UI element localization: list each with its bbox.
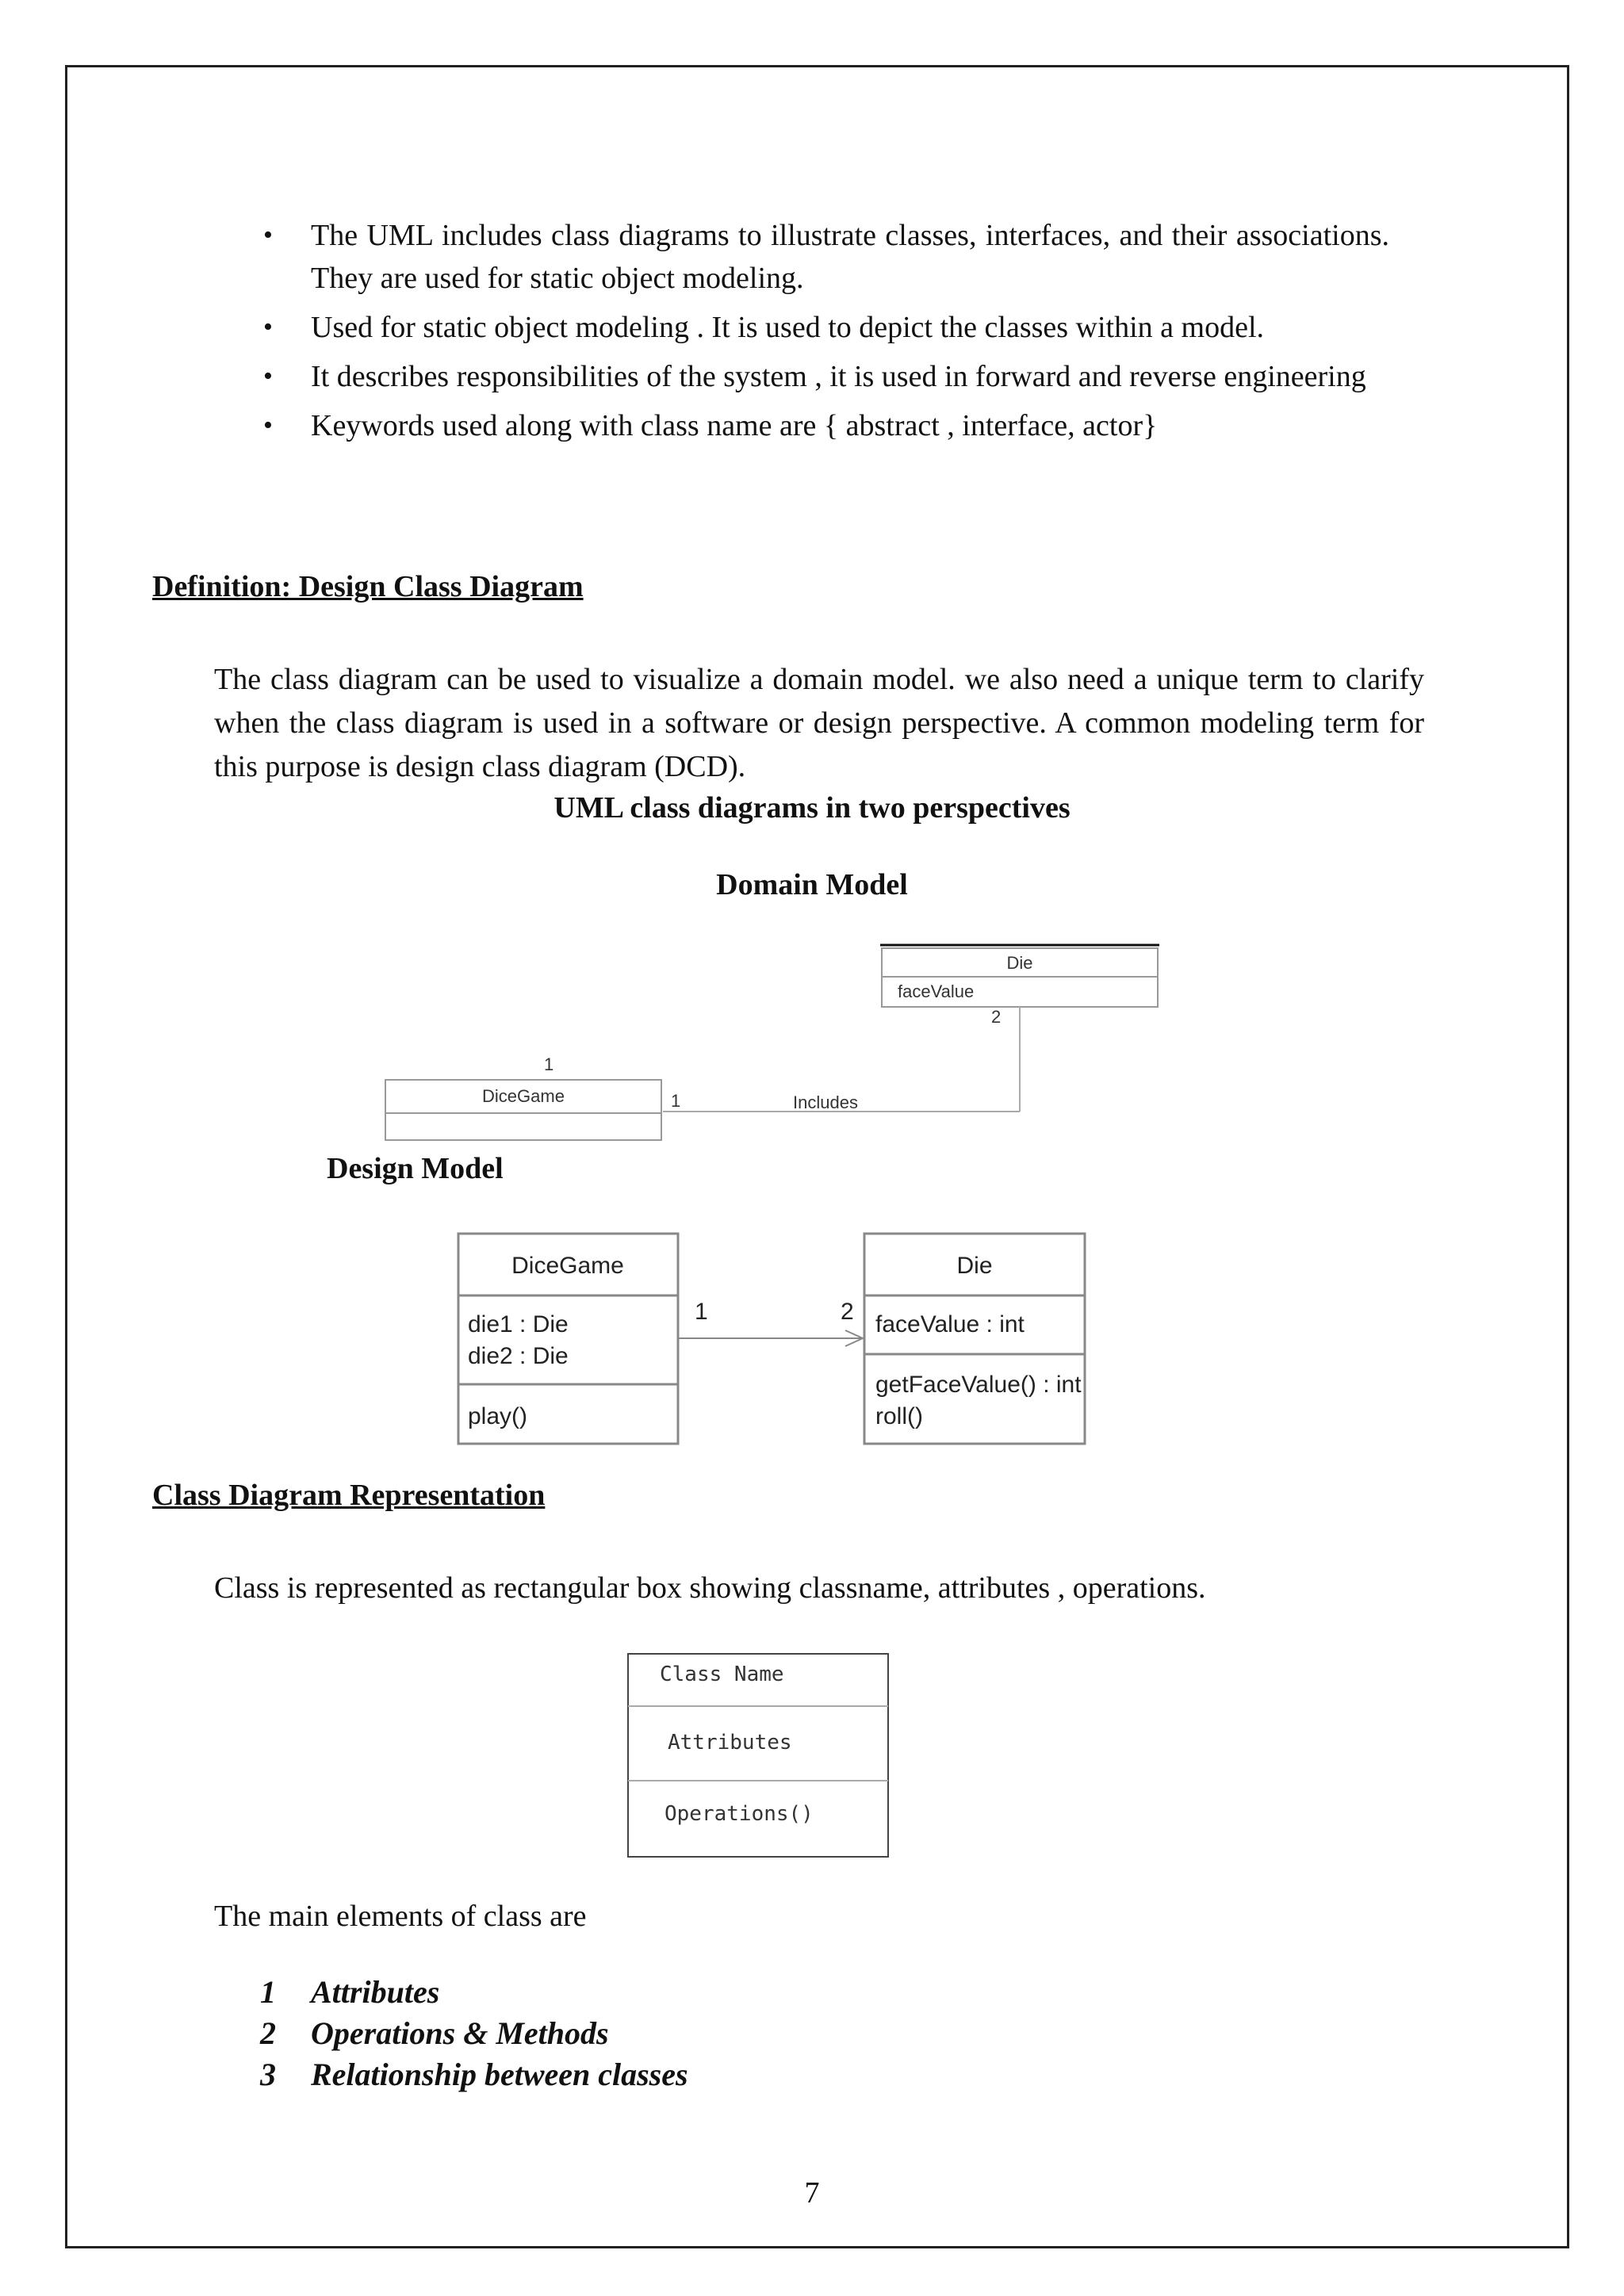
- attributes-label: Attributes: [668, 1731, 792, 1755]
- design-die-op-getfacevalue: getFaceValue() : int: [875, 1372, 1082, 1398]
- bullet-item: • It describes responsibilities of the system , it is used in forward and reverse engineering: [311, 355, 1389, 398]
- dicegame-class-name: DiceGame: [482, 1086, 565, 1106]
- design-dicegame-attr-die2: die2 : Die: [468, 1343, 569, 1369]
- design-dicegame-attr-die1: die1 : Die: [468, 1311, 569, 1337]
- design-dicegame-op-play: play(): [468, 1403, 528, 1429]
- design-multiplicity-right: 2: [841, 1299, 854, 1325]
- definition-heading: Definition: Design Class Diagram: [152, 570, 584, 603]
- bullet-item: • Used for static object modeling . It is used to depict the classes within a model.: [311, 306, 1389, 349]
- multiplicity-dicegame: 1: [671, 1091, 681, 1111]
- list-item: [260, 2054, 688, 2095]
- page-number: 7: [804, 2176, 820, 2210]
- operations-label: Operations(): [665, 1802, 814, 1826]
- die-attr-facevalue: faceValue: [898, 982, 975, 1001]
- design-model-title: Design Model: [327, 1152, 504, 1185]
- bullet-item: • Keywords used along with class name are { abstract , interface, actor}: [311, 404, 1389, 447]
- perspectives-title: UML class diagrams in two perspectives: [553, 791, 1071, 825]
- design-dicegame-name: DiceGame: [511, 1253, 624, 1279]
- list-item-number: 2: [260, 2015, 276, 2051]
- list-item-number: 3: [260, 2057, 276, 2092]
- design-multiplicity-left: 1: [695, 1299, 708, 1325]
- list-item-label: Relationship between classes: [311, 2057, 688, 2092]
- list-item: [260, 1972, 688, 2013]
- bullet-item: • The UML includes class diagrams to illustrate classes, interfaces, and their associations. They are used for static object modeling.: [311, 214, 1389, 300]
- multiplicity-die: 2: [991, 1007, 1002, 1027]
- representation-heading: Class Diagram Representation: [152, 1479, 546, 1512]
- list-item-number: 1: [260, 1974, 276, 2010]
- definition-paragraph: The class diagram can be used to visualize a domain model. we also need a unique term to clarify when the class diagram is used in a software or design perspective. A common modeling term for this purpose is design class diagram (DCD).: [214, 663, 1424, 783]
- design-die-attr-facevalue: faceValue : int: [875, 1311, 1025, 1337]
- list-item: [260, 2013, 688, 2054]
- domain-model-title: Domain Model: [716, 868, 908, 901]
- association-label-includes: Includes: [793, 1093, 858, 1112]
- list-item-label: Attributes: [311, 1974, 440, 2010]
- multiplicity-dicegame-top: 1: [544, 1054, 554, 1074]
- representation-paragraph: Class is represented as rectangular box showing classname, attributes , operations.: [214, 1571, 1206, 1605]
- main-elements-intro: The main elements of class are: [214, 1900, 587, 1933]
- die-class-name: Die: [1006, 953, 1033, 973]
- design-die-op-roll: roll(): [875, 1403, 923, 1429]
- class-name-label: Class Name: [660, 1663, 784, 1686]
- list-item-label: Operations & Methods: [311, 2015, 609, 2051]
- design-die-name: Die: [956, 1253, 993, 1279]
- main-elements-list: [260, 1972, 688, 2095]
